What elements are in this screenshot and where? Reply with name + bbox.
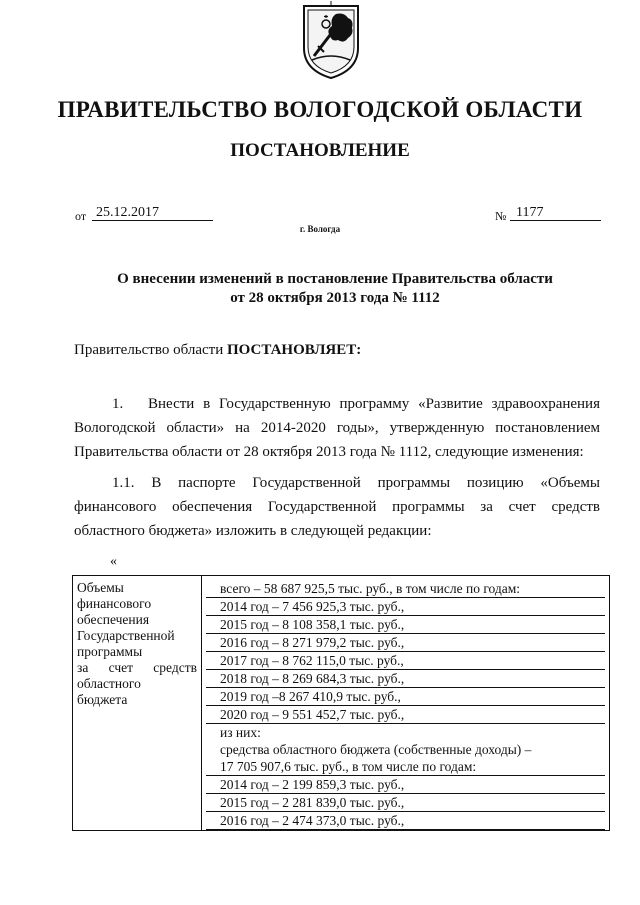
- decree-statement: [74, 342, 361, 359]
- value-line: всего – 58 687 925,5 тыс. руб., в том числе по годам:: [206, 580, 605, 598]
- city-name: г. Вологда: [299, 224, 341, 234]
- table-row: [73, 576, 610, 831]
- table-value-cell: [202, 576, 610, 831]
- value-line: 2014 год – 2 199 859,3 тыс. руб.,: [206, 776, 605, 794]
- label-line: программы: [77, 644, 143, 659]
- value-line: 2015 год – 2 281 839,0 тыс. руб.,: [206, 794, 605, 812]
- document-subject: [70, 270, 600, 308]
- government-title: ПРАВИТЕЛЬСТВО ВОЛОГОДСКОЙ ОБЛАСТИ: [57, 97, 583, 122]
- label-line: финансового: [77, 596, 152, 611]
- paragraph-1-1: [74, 471, 600, 543]
- decree-prefix: Правительство области: [74, 342, 224, 358]
- coat-of-arms-icon: [300, 0, 362, 80]
- label-line: обеспечения: [77, 612, 150, 627]
- document-date: 25.12.2017: [92, 205, 213, 221]
- quote-open: «: [110, 554, 117, 569]
- passport-table: [72, 575, 610, 831]
- value-line: 17 705 907,6 тыс. руб., в том числе по годам:: [206, 758, 605, 776]
- label-line: бюджета: [77, 692, 128, 707]
- value-line: из них:: [220, 725, 261, 740]
- paragraph-number: 1.: [112, 396, 124, 412]
- value-line: 2016 год – 2 474 373,0 тыс. руб.,: [206, 812, 605, 830]
- subject-line: от 28 октября 2013 года № 1112: [230, 290, 440, 306]
- label-line: Государственной: [77, 628, 175, 643]
- paragraph-text: 1.1. В паспорте Государственной программы позицию «Объемы финансового обеспечения Государственной программы за счет средств областного бюджета» изложить в следующей редакции:: [74, 475, 600, 539]
- label-line: областного: [77, 676, 141, 691]
- table-label-cell: [73, 576, 202, 831]
- date-label: от: [75, 209, 87, 223]
- number-label: №: [495, 209, 507, 223]
- document-type: ПОСТАНОВЛЕНИЕ: [230, 140, 410, 161]
- paragraph-text: Внести в Государственную программу «Развитие здравоохранения Вологодской области» на 2014-2020 годы», утвержденную постановлением Правительства области от 28 октября 2013 года № 1112, следующие изменения:: [74, 396, 600, 460]
- value-line: 2016 год – 8 271 979,2 тыс. руб.,: [206, 634, 605, 652]
- subject-line: О внесении изменений в постановление Правительства области: [117, 271, 553, 287]
- value-line: средства областного бюджета (собственные доходы) –: [220, 742, 532, 757]
- document-number: 1177: [510, 205, 601, 221]
- value-line: 2017 год – 8 762 115,0 тыс. руб.,: [206, 652, 605, 670]
- paragraph-1: [74, 392, 600, 464]
- value-line: 2018 год – 8 269 684,3 тыс. руб.,: [206, 670, 605, 688]
- value-line: 2019 год –8 267 410,9 тыс. руб.,: [206, 688, 605, 706]
- value-line: 2020 год – 9 551 452,7 тыс. руб.,: [206, 706, 605, 724]
- value-line: 2015 год – 8 108 358,1 тыс. руб.,: [206, 616, 605, 634]
- label-line: за счет средств: [77, 660, 197, 675]
- label-line: Объемы: [77, 580, 124, 595]
- value-line: 2014 год – 7 456 925,3 тыс. руб.,: [206, 598, 605, 616]
- decree-verb: ПОСТАНОВЛЯЕТ:: [226, 342, 362, 358]
